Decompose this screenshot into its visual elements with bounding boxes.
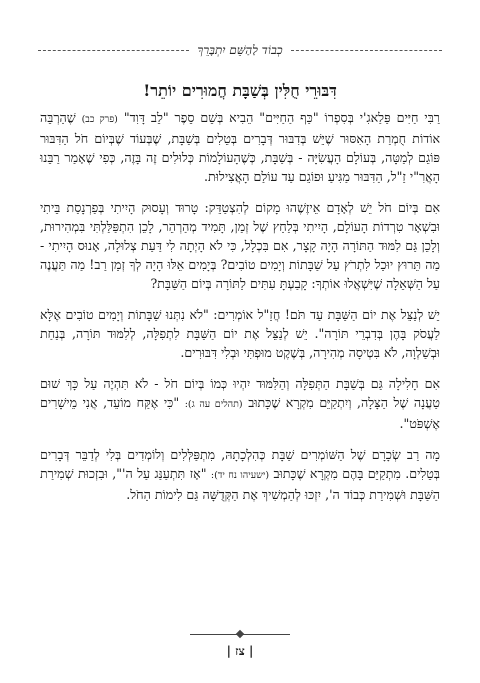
paragraph-4 [40,374,440,433]
source-reference: (פרק כב) [81,114,118,125]
page-number: | צז | [226,644,254,658]
paragraph-3: יֵשׁ לְנַצֵּל אֶת יוֹם הַשַּׁבָּת עַד תֹּם! חֲזַ"ל אוֹמְרִים: "לֹא נִתְּנוּ שַׁבָּתוֹת וְיָמִים טוֹבִים אֶלָּא לַעֲסֹק בָּהֶן בְּדִבְרֵי תּוֹרָה". יֵשׁ לְנַצֵּל אֶת יוֹם הַשַּׁבָּת לִתְפִלָּה, לְלִמּוּד תּוֹרָה, בְּנַחַת וּבְשַׁלְוָה, לֹא בִּטְיסָה מְהִירָה, בְּשֶׁקֶט מוּפְתִּי וּבְלִי דִּבּוּרִים. [40,307,440,360]
paragraph-5-body: מָה רַב שְׂכָרָם שֶׁל הַשּׁוֹמְרִים שַׁבָּת כְּהִלְכָתָהּ, מִתְפַּלְּלִים וְלוֹמְדִים בְּלִי לְדַבֵּר דְּבָרִים בְּטֵלִים. מִתְקַיֵּם בָּהֶם מִקְרָא שֶׁכָּתוּב [40,447,440,481]
footer-ornament-divider [190,630,290,639]
running-header [38,40,442,60]
paragraph-2: אִם בְּיוֹם חֹל יֵשׁ לְאָדָם אֵיזֶשֶׁהוּ מָקוֹם לְהִצְטַדֵּק: טָרוּד וְעָסוּק הָיִיתִי בְּפַרְנָסַת בֵּיתִי וּבִשְׁאָר טִרְדוֹת הָעוֹלָם, הָיִיתִי בְּלַחַץ שֶׁל זְמַן, תָּמִיד מְהַרְהֵר, לָכֵן הִתְפַּלַּלְתִּי בִּמְהִירוּת, וְלָכֵן גַּם לִמּוּד הַתּוֹרָה הָיָה קָצָר, אִם בִּכְלָל, כִּי לֹא הָיְתָה לִי דַּעַת צְלוּלָה, אָנוּס הָיִיתִי - מַה תֵּרוּץ יוּכַל לִתְרֹץ עַל שַׁבָּתוֹת וְיָמִים טוֹבִים? בְּיָמִים אֵלּוּ הָיָה לְךָ זְמַן רַב! מַה תַּעֲנֶה עַל הַשְּׁאֵלָה שֶׁיִּשְׁאֲלוּ אוֹתְךָ: קָבַעְתָּ עִתִּים לַתּוֹרָה בְּיוֹם הַשַּׁבָּת? [40,200,440,291]
paragraph-5 [40,445,440,504]
header-rule-right [291,50,442,51]
verse-quote: "אָז תִּתְעַנַּג עַל ה'", וּבִזְכוּת שְׁמִירַת הַשַּׁבָּת וּשְׁמִירַת כְּבוֹד ה', יִזְכּוּ לְהַמְשִׁיךְ אֶת הַקְּדֻשָּׁה גַּם לִימוֹת הַחֹל. [40,466,440,502]
verse-reference: (ישעיהו נח יד): [210,470,270,481]
paragraph-1-body: שֶׁהַרְבֵּה אוֹדוֹת חֻמְרַת הָאִסּוּר שֶׁיֵּשׁ בְּדִבּוּר דְּבָרִים בְּטֵלִים בְּשַׁבָּת, שֶׁבְּעוֹד שֶׁבְּיוֹם חֹל הַדִּבּוּר פּוֹגֵם לְמַטָּה, בְּעוֹלָם הָעֲשִׂיָּה - בְּשַׁבָּת, כְּשֶׁהָעוֹלָמוֹת כְּלוּלִים זֶה בָּזֶה, כְּפִי שֶׁאָמַר רַבֵּנוּ הָאֲרִ"י זַ"ל, הַדִּבּוּר מַגִּיעַ וּפוֹגֵם עַד עוֹלַם הָאֲצִילוּת. [40,110,440,184]
verse-quote: "כִּי אֶקַּח מוֹעֵד, אֲנִי מֵישָׁרִים אֶשְׁפֹּט". [40,395,440,431]
paragraph-1 [40,108,440,186]
article-heading: דִּבּוּרֵי חֻלִּין בְּשַׁבָּת חֲמוּרִים יוֹתֵר! [143,81,337,100]
article-body [40,80,440,516]
diamond-ornament-icon [236,630,244,638]
header-rule-left [38,50,189,51]
paragraph-4-body: אִם חָלִילָה גַּם בְּשַׁבָּת הַתְּפִלָּה וְהַלִּמּוּד יִהְיוּ כְּמוֹ בְּיוֹם חֹל - לֹא תִּהְיֶה עַל כָּךְ שׁוּם טַעֲנָה שֶׁל הַצָּלָה, וְיִתְקַיֵּם מִקְרָא שֶׁכָּתוּב [40,376,440,410]
header-title: כְבוֹד לַהַשֵּׁם יִתְבָּרֵךְ [197,42,283,57]
verse-reference: (תהלים עה ג): [184,399,243,410]
paragraph-1-opening: רַבִּי חַיִּים פַּלַאגִ'י בְּסִפְרוֹ "כַּף הַחַיִּים" הֵבִיא בְּשֵׁם סֵפֶר "לֵב דָּוִד" [123,110,440,125]
